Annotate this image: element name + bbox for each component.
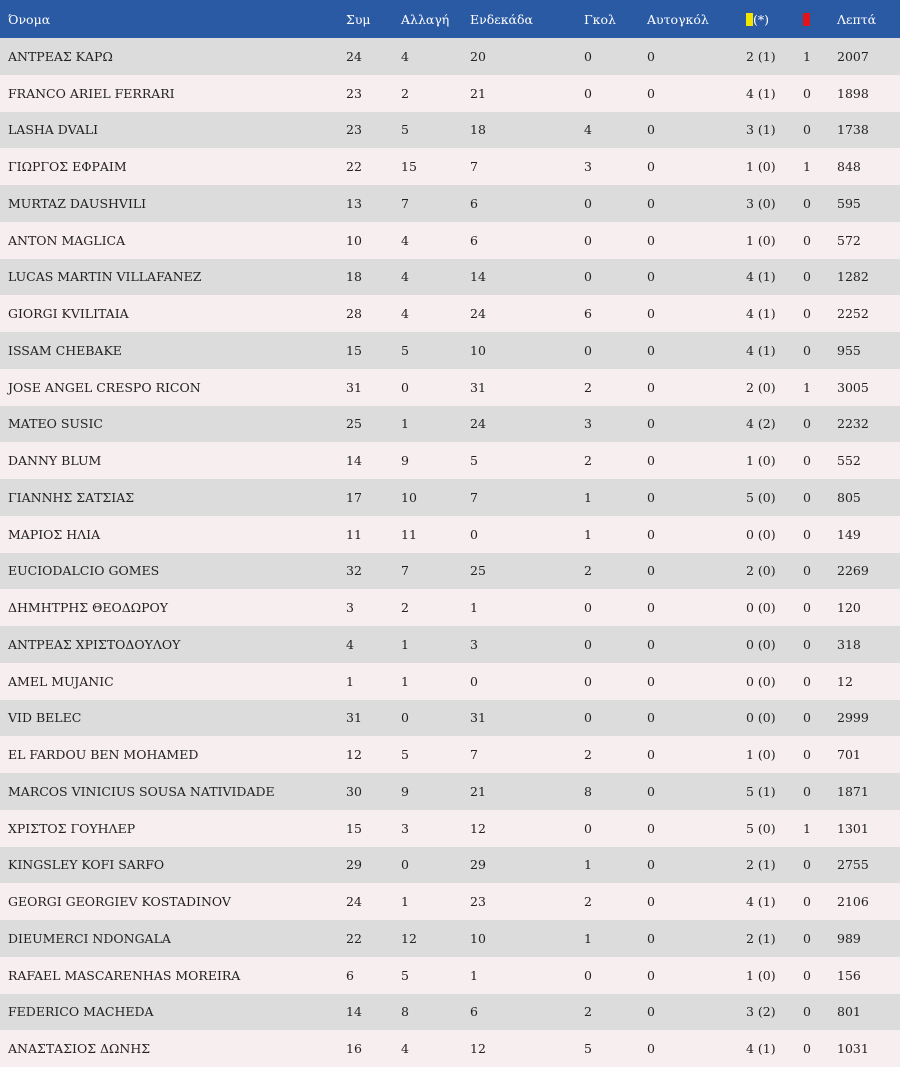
goals-cell: 4: [584, 122, 592, 138]
starts-cell: 25: [470, 563, 486, 579]
column-header-yellow-cards[interactable]: [746, 0, 803, 38]
goals-cell: 0: [584, 967, 592, 983]
subs-cell: 0: [401, 379, 409, 395]
red-cards-cell: 0: [803, 306, 811, 322]
subs-cell: 0: [401, 857, 409, 873]
starts-cell: 21: [470, 783, 486, 799]
own-goals-cell: 0: [647, 122, 655, 138]
subs-cell: 1: [401, 416, 409, 432]
red-cards-cell: 0: [803, 857, 811, 873]
own-goals-cell: 0: [647, 1004, 655, 1020]
minutes-cell: 701: [837, 747, 861, 763]
table-row[interactable]: [0, 847, 900, 884]
apps-cell: 24: [346, 894, 362, 910]
subs-cell: 11: [401, 526, 417, 542]
table-row[interactable]: [0, 773, 900, 810]
minutes-cell: 2269: [837, 563, 869, 579]
red-cards-cell: 1: [803, 48, 811, 64]
subs-cell: 9: [401, 783, 409, 799]
own-goals-cell: 0: [647, 857, 655, 873]
subs-cell: 2: [401, 600, 409, 616]
apps-cell: 13: [346, 195, 362, 211]
goals-cell: 2: [584, 453, 592, 469]
table-row[interactable]: [0, 295, 900, 332]
yellow-cards-cell: 0 (0): [746, 673, 776, 689]
goals-cell: 0: [584, 269, 592, 285]
subs-cell: 15: [401, 159, 417, 175]
starts-cell: 6: [470, 232, 478, 248]
yellow-cards-cell: 2 (0): [746, 379, 776, 395]
goals-cell: 1: [584, 857, 592, 873]
goals-cell: 5: [584, 1041, 592, 1057]
subs-cell: 10: [401, 489, 417, 505]
column-header-red-cards[interactable]: [803, 0, 837, 38]
column-header-apps[interactable]: Συμ: [346, 11, 371, 27]
player-name-cell[interactable]: ΑΝΤΡΕΑΣ ΧΡΙΣΤΟΔΟΥΛΟΥ: [8, 636, 181, 652]
table-row[interactable]: [0, 736, 900, 773]
minutes-cell: 1282: [837, 269, 869, 285]
red-cards-cell: 0: [803, 342, 811, 358]
starts-cell: 31: [470, 379, 486, 395]
subs-cell: 3: [401, 820, 409, 836]
starts-cell: 21: [470, 85, 486, 101]
minutes-cell: 120: [837, 600, 861, 616]
red-cards-cell: 0: [803, 1004, 811, 1020]
red-cards-cell: 0: [803, 747, 811, 763]
table-row[interactable]: [0, 553, 900, 590]
red-cards-cell: 0: [803, 122, 811, 138]
subs-cell: 1: [401, 894, 409, 910]
red-cards-cell: 1: [803, 379, 811, 395]
minutes-cell: 2106: [837, 894, 869, 910]
apps-cell: 4: [346, 636, 354, 652]
apps-cell: 1: [346, 673, 354, 689]
table-row[interactable]: [0, 185, 900, 222]
minutes-cell: 1898: [837, 85, 869, 101]
goals-cell: 0: [584, 673, 592, 689]
red-cards-cell: 0: [803, 85, 811, 101]
player-name-cell[interactable]: ΧΡΙΣΤΟΣ ΓΟΥΗΛΕΡ: [8, 820, 136, 836]
player-name-cell[interactable]: FRANCO ARIEL FERRARI: [8, 85, 175, 101]
player-name-cell[interactable]: ANTON MAGLICA: [8, 232, 126, 248]
goals-cell: 2: [584, 1004, 592, 1020]
player-name-cell[interactable]: FEDERICO MACHEDA: [8, 1004, 154, 1020]
yellow-cards-cell: 2 (0): [746, 563, 776, 579]
own-goals-cell: 0: [647, 930, 655, 946]
player-name-cell[interactable]: ISSAM CHEBAKE: [8, 342, 122, 358]
yellow-cards-cell: 5 (0): [746, 820, 776, 836]
red-cards-cell: 0: [803, 269, 811, 285]
starts-cell: 5: [470, 453, 478, 469]
yellow-card-icon: [746, 13, 753, 26]
starts-cell: 6: [470, 1004, 478, 1020]
player-name-cell[interactable]: LUCAS MARTIN VILLAFANEZ: [8, 269, 202, 285]
own-goals-cell: 0: [647, 195, 655, 211]
player-name-cell[interactable]: EL FARDOU BEN MOHAMED: [8, 747, 199, 763]
red-cards-cell: 1: [803, 159, 811, 175]
goals-cell: 8: [584, 783, 592, 799]
own-goals-cell: 0: [647, 747, 655, 763]
red-cards-cell: 0: [803, 600, 811, 616]
starts-cell: 10: [470, 930, 486, 946]
apps-cell: 14: [346, 1004, 362, 1020]
starts-cell: 23: [470, 894, 486, 910]
apps-cell: 30: [346, 783, 362, 799]
yellow-cards-cell: 0 (0): [746, 636, 776, 652]
own-goals-cell: 0: [647, 967, 655, 983]
table-row[interactable]: [0, 332, 900, 369]
player-name-cell[interactable]: RAFAEL MASCARENHAS MOREIRA: [8, 967, 241, 983]
yellow-cards-cell: 4 (1): [746, 894, 776, 910]
subs-cell: 2: [401, 85, 409, 101]
starts-cell: 1: [470, 600, 478, 616]
minutes-cell: 318: [837, 636, 861, 652]
player-name-cell[interactable]: MARCOS VINICIUS SOUSA NATIVIDADE: [8, 783, 275, 799]
subs-cell: 4: [401, 232, 409, 248]
red-cards-cell: 0: [803, 967, 811, 983]
minutes-cell: 2232: [837, 416, 869, 432]
table-header-row: [0, 0, 900, 38]
yellow-cards-cell: 3 (0): [746, 195, 776, 211]
minutes-cell: 805: [837, 489, 861, 505]
yellow-cards-cell: 4 (2): [746, 416, 776, 432]
red-cards-cell: 0: [803, 489, 811, 505]
yellow-cards-cell: 4 (1): [746, 85, 776, 101]
starts-cell: 20: [470, 48, 486, 64]
red-cards-cell: 0: [803, 673, 811, 689]
minutes-cell: 955: [837, 342, 861, 358]
red-cards-cell: 0: [803, 930, 811, 946]
apps-cell: 12: [346, 747, 362, 763]
player-name-cell[interactable]: DIEUMERCI NDONGALA: [8, 930, 171, 946]
table-row[interactable]: [0, 369, 900, 406]
player-name-cell[interactable]: MURTAZ DAUSHVILI: [8, 195, 147, 211]
goals-cell: 0: [584, 600, 592, 616]
minutes-cell: 2252: [837, 306, 869, 322]
yellow-cards-cell: 0 (0): [746, 526, 776, 542]
apps-cell: 25: [346, 416, 362, 432]
player-name-cell[interactable]: ΔΗΜΗΤΡΗΣ ΘΕΟΔΩΡΟΥ: [8, 600, 169, 616]
red-cards-cell: 0: [803, 526, 811, 542]
yellow-cards-cell: 0 (0): [746, 600, 776, 616]
starts-cell: 12: [470, 820, 486, 836]
apps-cell: 15: [346, 342, 362, 358]
subs-cell: 9: [401, 453, 409, 469]
minutes-cell: 1301: [837, 820, 869, 836]
minutes-cell: 1031: [837, 1041, 869, 1057]
minutes-cell: 1738: [837, 122, 869, 138]
table-row[interactable]: [0, 222, 900, 259]
player-name-cell[interactable]: ΑΝΑΣΤΑΣΙΟΣ ΔΩΝΗΣ: [8, 1041, 151, 1057]
starts-cell: 6: [470, 195, 478, 211]
player-name-cell[interactable]: ΓΙΑΝΝΗΣ ΣΑΤΣΙΑΣ: [8, 489, 135, 505]
column-header-minutes[interactable]: Λεπτά: [837, 11, 877, 27]
starts-cell: 31: [470, 710, 486, 726]
minutes-cell: 1871: [837, 783, 869, 799]
own-goals-cell: 0: [647, 563, 655, 579]
minutes-cell: 989: [837, 930, 861, 946]
goals-cell: 1: [584, 526, 592, 542]
yellow-cards-cell: 1 (0): [746, 453, 776, 469]
red-cards-cell: 0: [803, 453, 811, 469]
starts-cell: 10: [470, 342, 486, 358]
player-name-cell[interactable]: ΑΝΤΡΕΑΣ ΚΑΡΩ: [8, 48, 113, 64]
subs-cell: 4: [401, 306, 409, 322]
subs-cell: 4: [401, 48, 409, 64]
table-row[interactable]: [0, 1030, 900, 1067]
player-name-cell[interactable]: GIORGI KVILITAIA: [8, 306, 129, 322]
table-row[interactable]: [0, 663, 900, 700]
starts-cell: 18: [470, 122, 486, 138]
red-cards-cell: 0: [803, 636, 811, 652]
apps-cell: 14: [346, 453, 362, 469]
player-name-cell[interactable]: ΜΑΡΙΟΣ ΗΛΙΑ: [8, 526, 101, 542]
player-name-cell[interactable]: LASHA DVALI: [8, 122, 99, 138]
yellow-cards-cell: 2 (1): [746, 48, 776, 64]
table-row[interactable]: [0, 957, 900, 994]
own-goals-cell: 0: [647, 379, 655, 395]
subs-cell: 12: [401, 930, 417, 946]
yellow-cards-cell: 4 (1): [746, 1041, 776, 1057]
goals-cell: 6: [584, 306, 592, 322]
own-goals-cell: 0: [647, 489, 655, 505]
red-cards-cell: 0: [803, 416, 811, 432]
own-goals-cell: 0: [647, 600, 655, 616]
table-row[interactable]: [0, 920, 900, 957]
own-goals-cell: 0: [647, 710, 655, 726]
starts-cell: 0: [470, 526, 478, 542]
red-cards-cell: 0: [803, 783, 811, 799]
goals-cell: 2: [584, 747, 592, 763]
yellow-cards-cell: 1 (0): [746, 967, 776, 983]
table-row[interactable]: [0, 516, 900, 553]
yellow-cards-cell: 3 (2): [746, 1004, 776, 1020]
apps-cell: 10: [346, 232, 362, 248]
player-name-cell[interactable]: KINGSLEY KOFI SARFO: [8, 857, 165, 873]
minutes-cell: 149: [837, 526, 861, 542]
yellow-cards-cell: 4 (1): [746, 269, 776, 285]
apps-cell: 18: [346, 269, 362, 285]
yellow-cards-cell: 2 (1): [746, 930, 776, 946]
starts-cell: 7: [470, 747, 478, 763]
table-row[interactable]: [0, 442, 900, 479]
minutes-cell: 156: [837, 967, 861, 983]
own-goals-cell: 0: [647, 783, 655, 799]
goals-cell: 2: [584, 894, 592, 910]
column-header-own-goals[interactable]: Αυτογκόλ: [647, 11, 709, 27]
player-name-cell[interactable]: DANNY BLUM: [8, 453, 102, 469]
goals-cell: 0: [584, 820, 592, 836]
goals-cell: 2: [584, 379, 592, 395]
minutes-cell: 12: [837, 673, 853, 689]
starts-cell: 0: [470, 673, 478, 689]
column-header-subs[interactable]: Αλλαγή: [401, 11, 450, 27]
yellow-cards-cell: 3 (1): [746, 122, 776, 138]
own-goals-cell: 0: [647, 159, 655, 175]
subs-cell: 1: [401, 673, 409, 689]
yellow-cards-cell: 1 (0): [746, 747, 776, 763]
apps-cell: 31: [346, 710, 362, 726]
table-body: [0, 38, 900, 1067]
apps-cell: 16: [346, 1041, 362, 1057]
table-row[interactable]: [0, 406, 900, 443]
starts-cell: 24: [470, 416, 486, 432]
player-name-cell[interactable]: VID BELEC: [8, 710, 82, 726]
minutes-cell: 595: [837, 195, 861, 211]
own-goals-cell: 0: [647, 894, 655, 910]
subs-cell: 7: [401, 195, 409, 211]
goals-cell: 0: [584, 710, 592, 726]
starts-cell: 24: [470, 306, 486, 322]
table-row[interactable]: [0, 589, 900, 626]
red-cards-cell: 1: [803, 820, 811, 836]
starts-cell: 14: [470, 269, 486, 285]
yellow-cards-cell: 4 (1): [746, 306, 776, 322]
own-goals-cell: 0: [647, 453, 655, 469]
apps-cell: 28: [346, 306, 362, 322]
yellow-cards-cell: 5 (1): [746, 783, 776, 799]
apps-cell: 29: [346, 857, 362, 873]
own-goals-cell: 0: [647, 306, 655, 322]
apps-cell: 3: [346, 600, 354, 616]
apps-cell: 23: [346, 122, 362, 138]
player-name-cell[interactable]: GEORGI GEORGIEV KOSTADINOV: [8, 894, 231, 910]
red-card-icon: [803, 13, 810, 26]
minutes-cell: 572: [837, 232, 861, 248]
own-goals-cell: 0: [647, 342, 655, 358]
goals-cell: 0: [584, 636, 592, 652]
apps-cell: 22: [346, 930, 362, 946]
own-goals-cell: 0: [647, 820, 655, 836]
player-name-cell[interactable]: MATEO SUSIC: [8, 416, 103, 432]
own-goals-cell: 0: [647, 269, 655, 285]
apps-cell: 32: [346, 563, 362, 579]
yellow-card-suffix: (*): [753, 11, 770, 27]
own-goals-cell: 0: [647, 232, 655, 248]
apps-cell: 6: [346, 967, 354, 983]
goals-cell: 3: [584, 159, 592, 175]
table-row[interactable]: [0, 479, 900, 516]
table-row[interactable]: [0, 38, 900, 75]
table-row[interactable]: [0, 148, 900, 185]
player-name-cell[interactable]: EUCIODALCIO GOMES: [8, 563, 160, 579]
subs-cell: 5: [401, 342, 409, 358]
subs-cell: 7: [401, 563, 409, 579]
table-row[interactable]: [0, 810, 900, 847]
table-row[interactable]: [0, 112, 900, 149]
goals-cell: 1: [584, 930, 592, 946]
own-goals-cell: 0: [647, 673, 655, 689]
subs-cell: 5: [401, 967, 409, 983]
subs-cell: 1: [401, 636, 409, 652]
yellow-cards-cell: 5 (0): [746, 489, 776, 505]
red-cards-cell: 0: [803, 563, 811, 579]
starts-cell: 7: [470, 159, 478, 175]
table-row[interactable]: [0, 75, 900, 112]
goals-cell: 3: [584, 416, 592, 432]
starts-cell: 7: [470, 489, 478, 505]
subs-cell: 4: [401, 269, 409, 285]
player-name-cell[interactable]: AMEL MUJANIC: [8, 673, 114, 689]
own-goals-cell: 0: [647, 48, 655, 64]
apps-cell: 11: [346, 526, 362, 542]
player-name-cell[interactable]: JOSE ANGEL CRESPO RICON: [8, 379, 201, 395]
subs-cell: 4: [401, 1041, 409, 1057]
minutes-cell: 2999: [837, 710, 869, 726]
yellow-cards-cell: 2 (1): [746, 857, 776, 873]
starts-cell: 12: [470, 1041, 486, 1057]
apps-cell: 22: [346, 159, 362, 175]
goals-cell: 2: [584, 563, 592, 579]
apps-cell: 23: [346, 85, 362, 101]
goals-cell: 0: [584, 195, 592, 211]
starts-cell: 3: [470, 636, 478, 652]
table-row[interactable]: [0, 626, 900, 663]
table-row[interactable]: [0, 259, 900, 296]
red-cards-cell: 0: [803, 232, 811, 248]
goals-cell: 1: [584, 489, 592, 505]
subs-cell: 0: [401, 710, 409, 726]
yellow-cards-cell: 0 (0): [746, 710, 776, 726]
subs-cell: 5: [401, 747, 409, 763]
table-row[interactable]: [0, 700, 900, 737]
red-cards-cell: 0: [803, 195, 811, 211]
table-row[interactable]: [0, 994, 900, 1031]
goals-cell: 0: [584, 232, 592, 248]
own-goals-cell: 0: [647, 85, 655, 101]
yellow-cards-cell: 1 (0): [746, 232, 776, 248]
table-row[interactable]: [0, 883, 900, 920]
goals-cell: 0: [584, 342, 592, 358]
column-header-goals[interactable]: Γκολ: [584, 11, 616, 27]
subs-cell: 5: [401, 122, 409, 138]
red-cards-cell: 0: [803, 710, 811, 726]
yellow-cards-cell: 4 (1): [746, 342, 776, 358]
apps-cell: 15: [346, 820, 362, 836]
apps-cell: 24: [346, 48, 362, 64]
goals-cell: 0: [584, 48, 592, 64]
own-goals-cell: 0: [647, 1041, 655, 1057]
apps-cell: 17: [346, 489, 362, 505]
starts-cell: 1: [470, 967, 478, 983]
minutes-cell: 801: [837, 1004, 861, 1020]
own-goals-cell: 0: [647, 636, 655, 652]
yellow-cards-cell: 1 (0): [746, 159, 776, 175]
apps-cell: 31: [346, 379, 362, 395]
column-header-starts[interactable]: Ενδεκάδα: [470, 11, 533, 27]
minutes-cell: 2007: [837, 48, 869, 64]
starts-cell: 29: [470, 857, 486, 873]
subs-cell: 8: [401, 1004, 409, 1020]
minutes-cell: 3005: [837, 379, 869, 395]
red-cards-cell: 0: [803, 894, 811, 910]
minutes-cell: 848: [837, 159, 861, 175]
minutes-cell: 552: [837, 453, 861, 469]
player-name-cell[interactable]: ΓΙΩΡΓΟΣ ΕΦΡΑΙΜ: [8, 159, 127, 175]
column-header-name[interactable]: Όνομα: [8, 11, 51, 27]
goals-cell: 0: [584, 85, 592, 101]
own-goals-cell: 0: [647, 416, 655, 432]
own-goals-cell: 0: [647, 526, 655, 542]
red-cards-cell: 0: [803, 1041, 811, 1057]
minutes-cell: 2755: [837, 857, 869, 873]
